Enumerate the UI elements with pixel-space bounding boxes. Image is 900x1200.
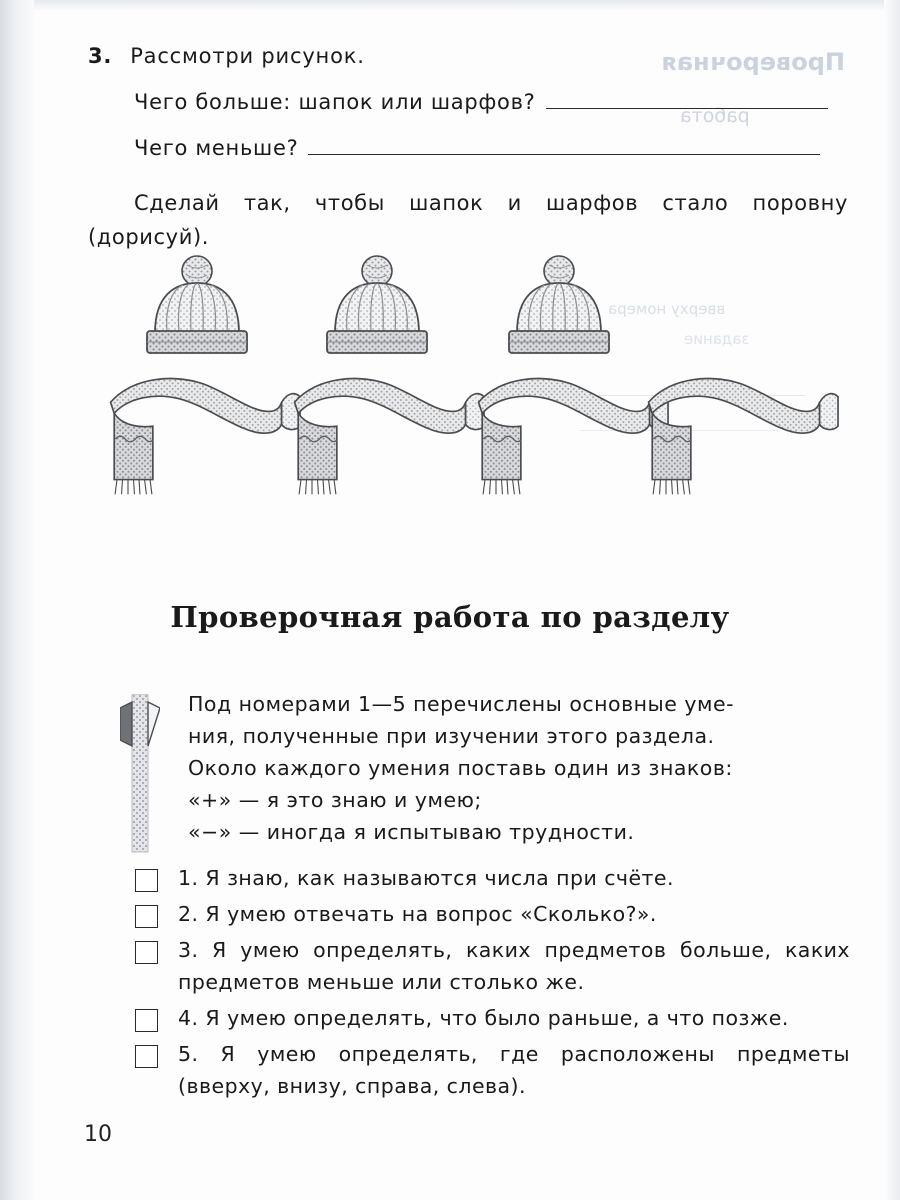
intro-line-1: Под номерами 1—5 перечислены основные уме- [188,692,734,716]
section-intro-text [188,688,850,848]
section-title: Проверочная работа по разделу [170,600,730,634]
intro-line-5: «−» — иногда я испытываю трудности. [188,820,635,844]
intro-line-3: Около каждого умения поставь один из знаков: [188,756,733,780]
checklist-item-5[interactable] [135,1038,850,1102]
checklist-label-3: 3. Я умею определять, каких предметов больше, каких предметов меньше или столько же. [178,938,850,994]
task-header [88,44,848,68]
ghost-line-2: задание [684,330,750,348]
checklist-label-4: 4. Я умею определять, что было раньше, а что позже. [178,1006,789,1030]
task-question-1-row [88,90,848,114]
checklist-item-2[interactable] [135,898,850,930]
answer-blank-2[interactable] [308,136,820,155]
scarf-3 [479,379,669,495]
checklist-item-3[interactable] [135,934,850,998]
checkbox-4[interactable] [135,1009,158,1032]
answer-blank-1[interactable] [546,90,828,109]
task-3 [88,44,848,254]
checklist-item-1[interactable] [135,862,850,894]
task-question-2: Чего меньше? [134,136,299,160]
intro-line-2: ния, полученные при изучении этого раздела. [188,724,715,748]
task-instruction: Сделай так, чтобы шапок и шарфов стало поровну (дорисуй). [88,191,848,249]
task-number: 3. [88,44,113,68]
checkbox-3[interactable] [135,941,158,964]
intro-line-4: «+» — я это знаю и умею; [188,788,482,812]
checkbox-2[interactable] [135,905,158,928]
checklist-label-5: 5. Я умею определять, где расположены предметы (вверху, внизу, справа, слева). [178,1042,850,1098]
checklist-item-4[interactable] [135,1002,850,1034]
checkbox-1[interactable] [135,869,158,892]
ghost-line-1: вверху номера [607,300,725,318]
hats-scarves-svg [95,255,855,545]
ghost-title: Проверочная [661,48,845,76]
illustration-hats-and-scarves [95,255,855,545]
task-prompt: Рассмотри рисунок. [130,44,365,68]
flag-bookmark-icon [120,694,160,854]
section-intro [120,688,850,848]
ghost-subtitle: работа [680,105,750,127]
scarf-2 [295,379,485,495]
scarf-4 [649,379,839,495]
hat-1 [147,256,247,353]
page-number: 10 [84,1122,112,1147]
page-top-edge [0,0,900,10]
scarf-1 [111,379,301,495]
checklist-label-2: 2. Я умею отвечать на вопрос «Сколько?». [178,902,657,926]
self-assessment-checklist [135,862,850,1106]
checkbox-5[interactable] [135,1045,158,1068]
hat-2 [327,256,427,353]
task-question-1: Чего больше: шапок или шарфов? [134,90,536,114]
task-question-2-row [88,136,848,160]
checklist-label-1: 1. Я знаю, как называются числа при счёте. [178,866,674,890]
hat-3 [509,256,609,353]
